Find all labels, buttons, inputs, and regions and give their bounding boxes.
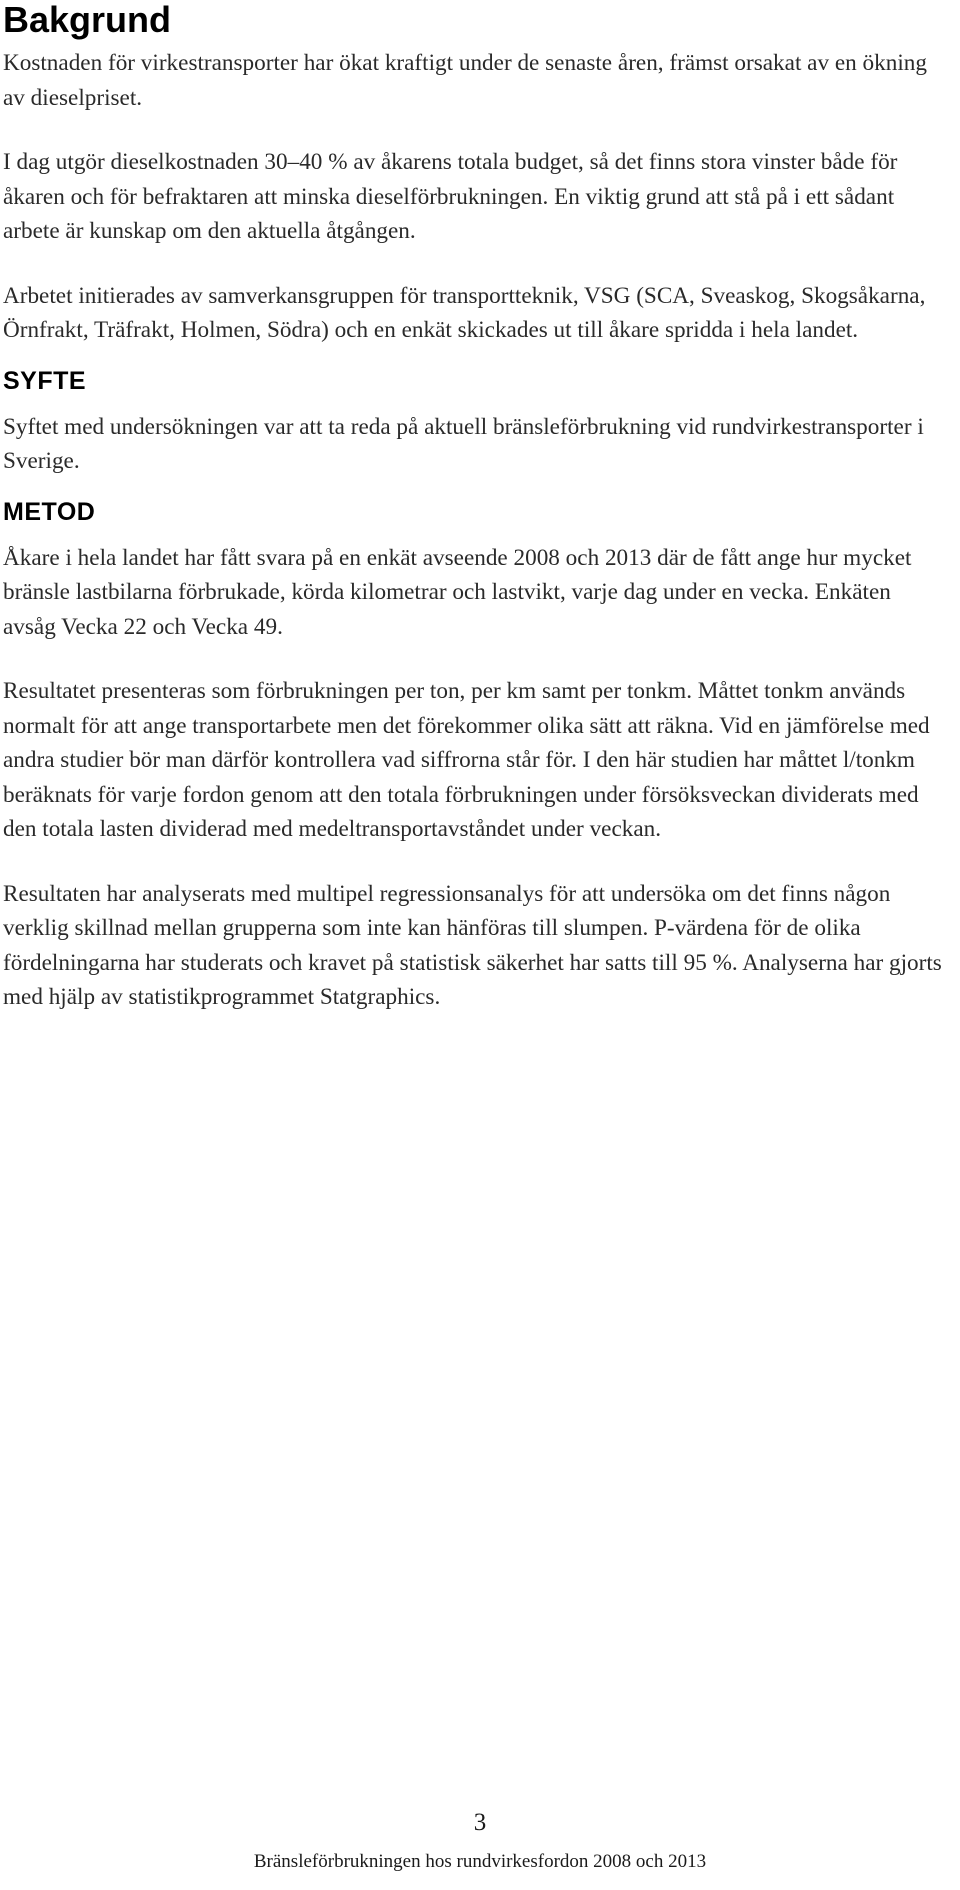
section-heading-metod: METOD: [3, 497, 96, 526]
section-title-bakgrund: Bakgrund: [3, 0, 172, 40]
bakgrund-paragraph-2: I dag utgör dieselkostnaden 30–40 % av åkarens totala budget, så det finns stora vinster både för åkaren och för befraktaren att minska dieselförbrukningen. En viktig grund att stå på i ett sådant arbete är kunskap om den aktuella åtgången.: [3, 149, 898, 244]
bakgrund-paragraph-1: Kostnaden för virkestransporter har ökat kraftigt under de senaste åren, främst orsakat av en ökning av dieselpriset.: [3, 50, 927, 111]
metod-paragraph-2: Resultatet presenteras som förbrukningen per ton, per km samt per tonkm. Måttet tonkm används normalt för att ange transportarbete men det förekommer olika sätt att räkna. Vid en jämförelse med andra studier bör man därför kontrollera vad siffrorna står för. I den här studien har måttet l/tonkm beräknats för varje fordon genom att den totala förbrukningen under försöksveckan dividerats med den totala lasten dividerad med medeltransportavståndet under veckan.: [3, 678, 930, 842]
running-footer: Bränsleförbrukningen hos rundvirkesfordon 2008 och 2013: [253, 1851, 707, 1872]
syfte-paragraph-1: Syftet med undersökningen var att ta reda på aktuell bränsleförbrukning vid rundvirkestransporter i Sverige.: [3, 413, 924, 474]
section-heading-syfte: SYFTE: [3, 366, 87, 395]
metod-paragraph-1: Åkare i hela landet har fått svara på en enkät avseende 2008 och 2013 där de fått ange hur mycket bränsle lastbilarna förbrukade, körda kilometrar och lastvikt, varje dag under en vecka. Enkäten avsåg Vecka 22 och Vecka 49.: [3, 544, 912, 640]
metod-paragraph-3: Resultaten har analyserats med multipel regressionsanalys för att undersöka om det finns någon verklig skillnad mellan grupperna som inte kan hänföras till slumpen. P-värdena för de olika fördelningarna har studerats och kravet på statistisk säkerhet har satts till 95 %. Analyserna har gjorts med hjälp av statistikprogrammet Statgraphics.: [3, 880, 942, 1010]
page-number: 3: [473, 1809, 487, 1836]
bakgrund-paragraph-3: Arbetet initierades av samverkansgruppen för transportteknik, VSG (SCA, Sveaskog, Skogsåkarna, Örnfrakt, Träfrakt, Holmen, Södra) och en enkät skickades ut till åkare spridda i hela landet.: [3, 282, 926, 343]
document-body: [3, 0, 948, 1045]
